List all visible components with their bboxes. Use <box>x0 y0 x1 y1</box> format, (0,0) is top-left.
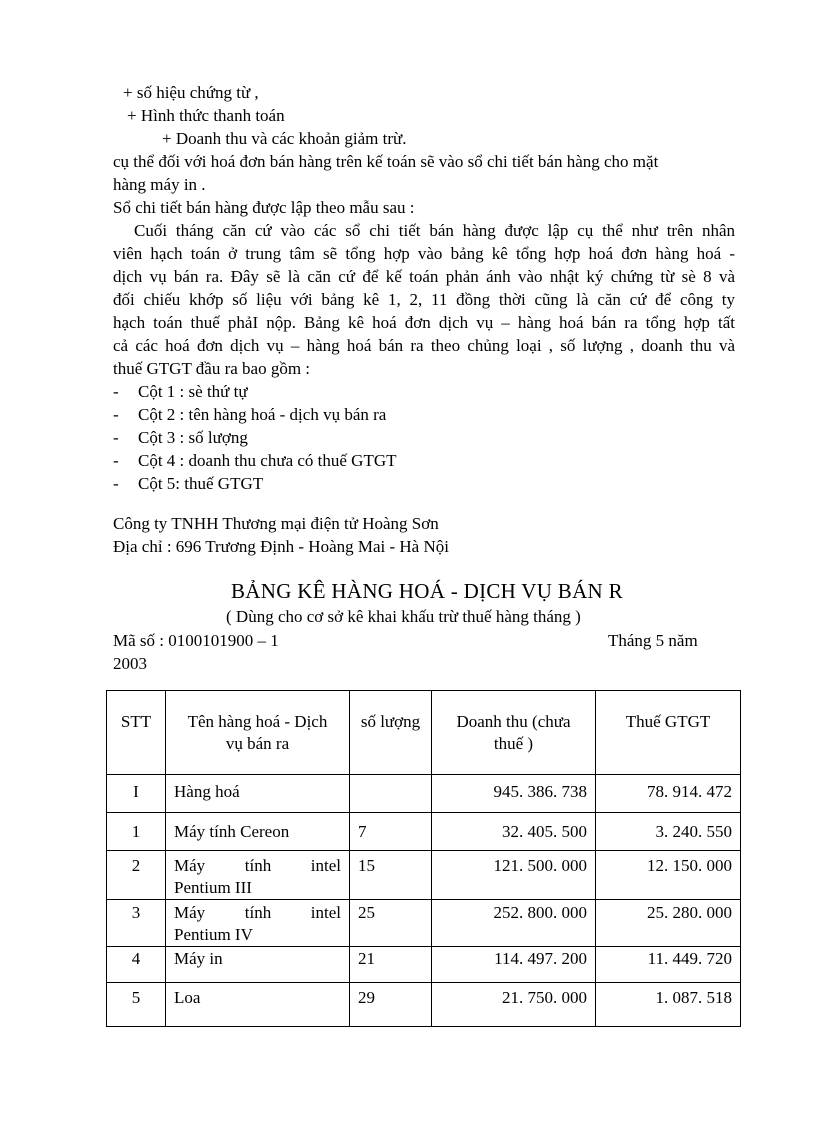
cell-vat: 12. 150. 000 <box>596 851 741 900</box>
sales-table <box>106 690 741 1027</box>
header-revenue-line1: Doanh thu (chưa <box>456 712 571 731</box>
column-item: Cột 3 : số lượng <box>138 428 248 447</box>
list-dash: - <box>113 428 119 447</box>
cell-item-name <box>166 851 350 900</box>
cell-stt: 3 <box>107 900 166 947</box>
cell-stt: 2 <box>107 851 166 900</box>
header-item-name <box>166 691 350 775</box>
list-dash: - <box>113 405 119 424</box>
cell-vat: 3. 240. 550 <box>596 813 741 851</box>
cell-revenue: 945. 386. 738 <box>432 775 596 813</box>
cell-quantity <box>350 775 432 813</box>
paragraph-line: hạch toán thuế phảI nộp. Bảng kê hoá đơn dịch vụ – hàng hoá bán ra tổng hợp tất <box>113 313 735 332</box>
cell-stt: 4 <box>107 947 166 983</box>
cell-vat: 25. 280. 000 <box>596 900 741 947</box>
cell-item-name <box>166 900 350 947</box>
cell-revenue: 32. 405. 500 <box>432 813 596 851</box>
paragraph-line: viên hạch toán ở trung tâm sẽ tổng hợp vào bảng kê tổng hợp hoá đơn hàng hoá - <box>113 244 735 263</box>
paragraph-line: Sổ chi tiết bán hàng được lập theo mẫu sau : <box>113 198 415 217</box>
cell-stt: 5 <box>107 983 166 1027</box>
report-subtitle: ( Dùng cho cơ sở kê khai khấu trừ thuế hàng tháng ) <box>226 607 581 626</box>
header-stt: STT <box>107 691 166 775</box>
header-item-name-line1: Tên hàng hoá - Dịch <box>187 712 328 731</box>
paragraph-line: cả các hoá đơn dịch vụ – hàng hoá bán ra theo chủng loại , số lượng , doanh thu và <box>113 336 735 355</box>
list-dash: - <box>113 382 119 401</box>
cell-item-name-line2: Pentium III <box>174 878 252 897</box>
paragraph-line: đối chiếu khớp số liệu với bảng kê 1, 2, 11 đồng thời cũng là căn cứ để công ty <box>113 290 735 309</box>
bullet-payment-method: + Hình thức thanh toán <box>127 106 285 125</box>
cell-quantity: 7 <box>350 813 432 851</box>
cell-vat: 78. 914. 472 <box>596 775 741 813</box>
cell-item-name: Máy tính Cereon <box>166 813 350 851</box>
table-row <box>107 775 741 813</box>
cell-revenue: 21. 750. 000 <box>432 983 596 1027</box>
paragraph-line: cụ thể đối với hoá đơn bán hàng trên kế toán sẽ vào sổ chi tiết bán hàng cho mặt <box>113 152 659 171</box>
company-address: Địa chỉ : 696 Trương Định - Hoàng Mai - Hà Nội <box>113 537 449 556</box>
cell-vat: 11. 449. 720 <box>596 947 741 983</box>
company-name: Công ty TNHH Thương mại điện tử Hoàng Sơn <box>113 514 439 533</box>
cell-revenue: 121. 500. 000 <box>432 851 596 900</box>
bullet-document-number: + số hiệu chứng từ , <box>123 83 259 102</box>
column-item: Cột 1 : sè thứ tự <box>138 382 248 401</box>
cell-vat: 1. 087. 518 <box>596 983 741 1027</box>
column-item: Cột 4 : doanh thu chưa có thuế GTGT <box>138 451 397 470</box>
paragraph-line: thuế GTGT đầu ra bao gồm : <box>113 359 311 378</box>
cell-item-name-line2: Pentium IV <box>174 925 253 944</box>
report-year: 2003 <box>113 654 147 673</box>
table-row <box>107 813 741 851</box>
paragraph-line: dịch vụ bán ra. Đây sẽ là căn cứ để kế toán phản ánh vào nhật ký chứng từ sè 8 và <box>113 267 735 286</box>
bullet-revenue-deductions: + Doanh thu và các khoản giảm trừ. <box>162 129 407 148</box>
column-item: Cột 5: thuế GTGT <box>138 474 264 493</box>
table-row <box>107 900 741 947</box>
cell-item-name-line1: Máy tính intel <box>174 856 341 875</box>
list-dash: - <box>113 451 119 470</box>
cell-revenue: 114. 497. 200 <box>432 947 596 983</box>
list-dash: - <box>113 474 119 493</box>
cell-item-name: Máy in <box>166 947 350 983</box>
cell-item-name: Loa <box>166 983 350 1027</box>
table-row <box>107 947 741 983</box>
table-header-row <box>107 691 741 775</box>
paragraph-line: hàng máy in . <box>113 175 206 194</box>
header-revenue-line2: thuế ) <box>493 734 534 753</box>
cell-quantity: 29 <box>350 983 432 1027</box>
cell-quantity: 21 <box>350 947 432 983</box>
header-vat: Thuế GTGT <box>596 691 741 775</box>
cell-item-name: Hàng hoá <box>166 775 350 813</box>
header-revenue <box>432 691 596 775</box>
report-title: BẢNG KÊ HÀNG HOÁ - DỊCH VỤ BÁN R <box>231 579 623 603</box>
tax-code: Mã số : 0100101900 – 1 <box>113 631 279 650</box>
cell-item-name-line1: Máy tính intel <box>174 903 341 922</box>
cell-stt: I <box>107 775 166 813</box>
cell-stt: 1 <box>107 813 166 851</box>
table-row <box>107 851 741 900</box>
column-item: Cột 2 : tên hàng hoá - dịch vụ bán ra <box>138 405 387 424</box>
header-quantity: số lượng <box>350 691 432 775</box>
report-month: Tháng 5 năm <box>608 631 698 650</box>
cell-revenue: 252. 800. 000 <box>432 900 596 947</box>
paragraph-line: Cuối tháng căn cứ vào các sổ chi tiết bán hàng được lập cụ thể như trên nhân <box>134 221 735 240</box>
cell-quantity: 25 <box>350 900 432 947</box>
table-row <box>107 983 741 1027</box>
cell-quantity: 15 <box>350 851 432 900</box>
header-item-name-line2: vụ bán ra <box>225 734 290 753</box>
